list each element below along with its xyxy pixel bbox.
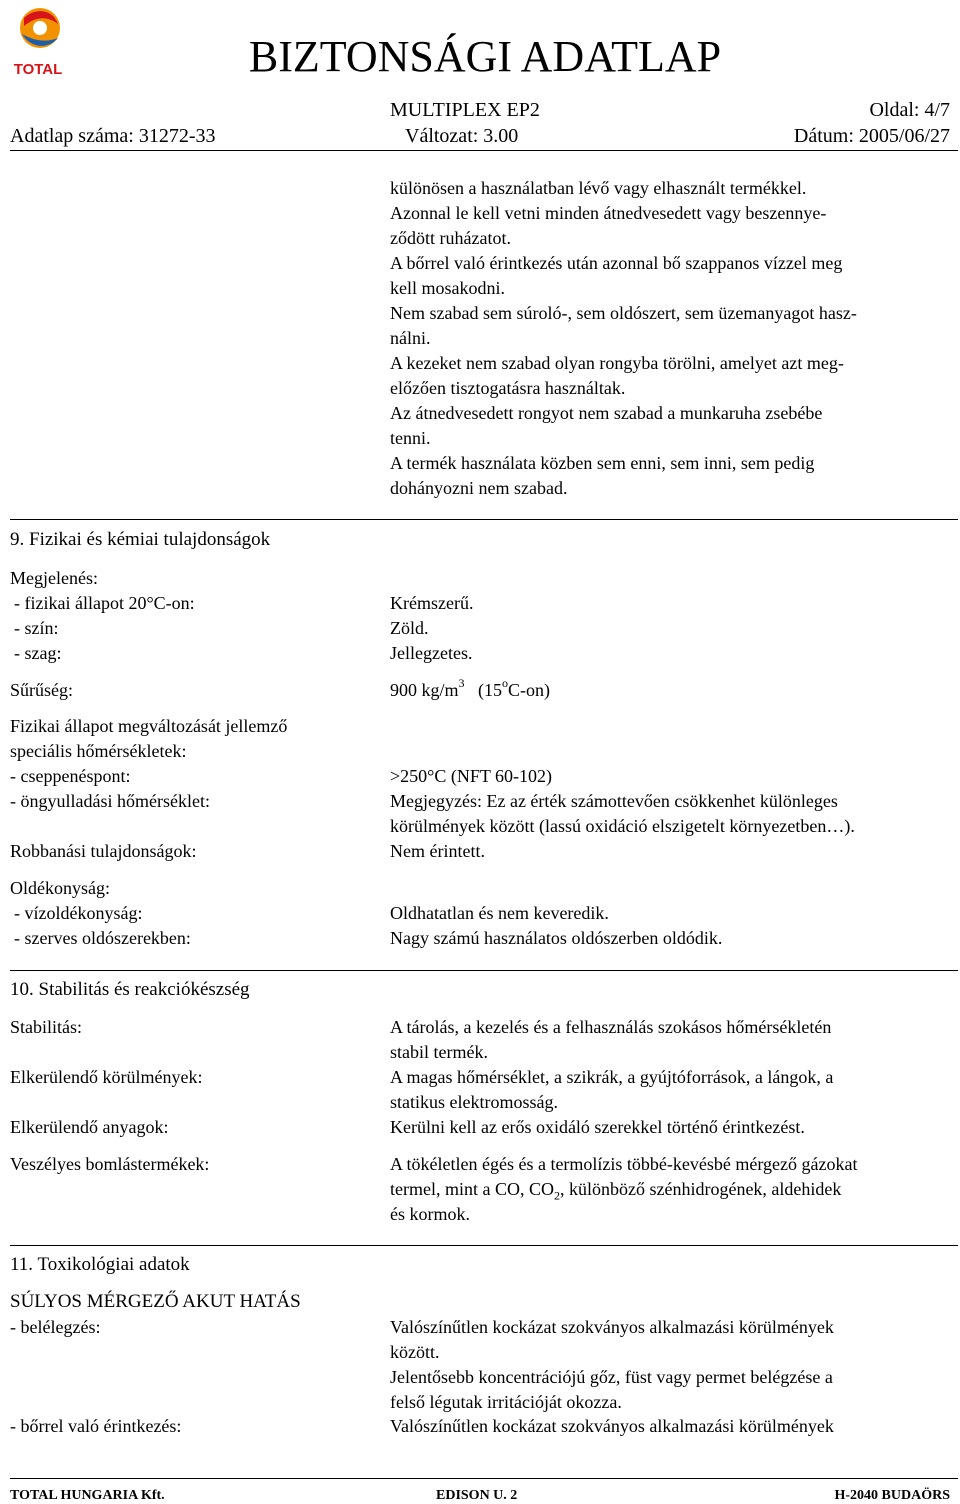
footer-divider xyxy=(10,1478,958,1479)
s8-line-3: ződött ruházatot. xyxy=(390,228,511,248)
footer-company: TOTAL HUNGARIA Kft. xyxy=(10,1488,165,1503)
s8-line-9: előzően tisztogatásra használtak. xyxy=(390,378,626,398)
water-solubility-label: - vízoldékonyság: xyxy=(14,903,143,923)
dropping-point-value: >250°C (NFT 60-102) xyxy=(390,766,553,786)
conditions-value-1: A magas hőmérséklet, a szikrák, a gyújtóforrások, a lángok, a xyxy=(390,1067,834,1087)
materials-label: Elkerülendő anyagok: xyxy=(10,1117,169,1137)
temps-label-1: Fizikai állapot megváltozását jellemző xyxy=(10,716,288,736)
date: Dátum: 2005/06/27 xyxy=(793,125,950,147)
s8-line-13: dohányozni nem szabad. xyxy=(390,478,568,498)
skin-contact-label: - bőrrel való érintkezés: xyxy=(10,1416,182,1436)
density-temp-a: (15 xyxy=(478,680,503,700)
conditions-label: Elkerülendő körülmények: xyxy=(10,1067,203,1087)
organic-solubility-label: - szerves oldószerekben: xyxy=(14,928,191,948)
sheet-number: Adatlap száma: 31272-33 xyxy=(10,125,216,147)
section-11-subheading: SÚLYOS MÉRGEZŐ AKUT HATÁS xyxy=(10,1291,301,1312)
density-label: Sűrűség: xyxy=(10,680,73,700)
s8-line-7: nálni. xyxy=(390,328,431,348)
density-amount: 900 kg/m xyxy=(390,680,459,700)
s8-line-11: tenni. xyxy=(390,428,431,448)
solubility-label: Oldékonyság: xyxy=(10,878,110,898)
s8-line-5: kell mosakodni. xyxy=(390,278,505,298)
footer-city: H-2040 BUDAÖRS xyxy=(834,1488,950,1503)
odor-label: - szag: xyxy=(14,643,62,663)
water-solubility-value: Oldhatatlan és nem keveredik. xyxy=(390,903,609,923)
header-divider xyxy=(10,150,958,151)
page-number: Oldal: 4/7 xyxy=(869,99,950,121)
explosive-label: Robbanási tulajdonságok: xyxy=(10,841,197,861)
skin-contact-value: Valószínűtlen kockázat szokványos alkalmazási körülmények xyxy=(390,1416,834,1436)
conditions-value-2: statikus elektromosság. xyxy=(390,1092,558,1112)
inhalation-value-2: között. xyxy=(390,1342,440,1362)
s8-line-8: A kezeket nem szabad olyan rongyba törölni, amelyet azt meg- xyxy=(390,353,844,373)
s8-line-4: A bőrrel való érintkezés után azonnal bő szappanos vízzel meg xyxy=(390,253,843,273)
section-11-divider xyxy=(10,1245,958,1246)
logo-text: TOTAL xyxy=(13,61,63,78)
section-10-heading: 10. Stabilitás és reakciókészség xyxy=(10,979,250,1000)
state-label: - fizikai állapot 20°C-on: xyxy=(14,593,195,613)
inhalation-value-4: felső légutak irritációját okozza. xyxy=(390,1392,622,1412)
s8-line-10: Az átnedvesedett rongyot nem szabad a munkaruha zsebébe xyxy=(390,403,823,423)
version: Változat: 3.00 xyxy=(405,125,519,147)
s8-line-12: A termék használata közben sem enni, sem inni, sem pedig xyxy=(390,453,815,473)
color-label: - szín: xyxy=(14,618,59,638)
autoignition-label: - öngyulladási hőmérséklet: xyxy=(10,791,210,811)
color-value: Zöld. xyxy=(390,618,429,638)
density-temp-b: C-on) xyxy=(508,680,551,700)
decomposition-value-3: és kormok. xyxy=(390,1204,470,1224)
temps-label-2: speciális hőmérsékletek: xyxy=(10,741,187,761)
density-degree-sup: o xyxy=(502,676,509,690)
document-title: BIZTONSÁGI ADATLAP xyxy=(248,32,722,81)
inhalation-label: - belélegzés: xyxy=(10,1317,101,1337)
inhalation-value-3: Jelentősebb koncentrációjú gőz, füst vagy permet belégzése a xyxy=(390,1367,833,1387)
state-value: Krémszerű. xyxy=(390,593,474,613)
product-name: MULTIPLEX EP2 xyxy=(390,99,540,121)
odor-value: Jellegzetes. xyxy=(390,643,473,663)
section-10-divider xyxy=(10,970,958,971)
stability-label: Stabilitás: xyxy=(10,1017,82,1037)
inhalation-value-1: Valószínűtlen kockázat szokványos alkalmazási körülmények xyxy=(390,1317,834,1337)
decomposition-text-b: , különböző szénhidrogének, aldehidek xyxy=(559,1179,842,1199)
section-11-heading: 11. Toxikológiai adatok xyxy=(10,1254,190,1275)
stability-value-2: stabil termék. xyxy=(390,1042,488,1062)
decomposition-label: Veszélyes bomlástermékek: xyxy=(10,1154,210,1174)
s8-line-1: különösen a használatban lévő vagy elhasznált termékkel. xyxy=(390,178,807,198)
decomposition-value-1: A tökéletlen égés és a termolízis többé-kevésbé mérgező gázokat xyxy=(390,1154,858,1174)
footer-street: EDISON U. 2 xyxy=(436,1488,518,1503)
dropping-point-label: - cseppenéspont: xyxy=(10,766,131,786)
autoignition-value-1: Megjegyzés: Ez az érték számottevően csökkenhet különleges xyxy=(390,791,838,811)
s8-line-2: Azonnal le kell vetni minden átnedvesedett vagy beszennye- xyxy=(390,203,827,223)
density-superscript: 3 xyxy=(458,676,465,690)
explosive-value: Nem érintett. xyxy=(390,841,485,861)
section-9-heading: 9. Fizikai és kémiai tulajdonságok xyxy=(10,529,271,550)
organic-solubility-value: Nagy számú használatos oldószerben oldódik. xyxy=(390,928,723,948)
decomposition-value-2 xyxy=(390,1177,951,1202)
s8-line-6: Nem szabad sem súroló-, sem oldószert, sem üzemanyagot hasz- xyxy=(390,303,857,323)
decomposition-text-a: termel, mint a CO, CO xyxy=(390,1179,554,1199)
autoignition-value-2: körülmények között (lassú oxidáció elszigetelt környezetben…). xyxy=(390,816,855,836)
materials-value: Kerülni kell az erős oxidáló szerekkel történő érintkezést. xyxy=(390,1117,805,1137)
co2-subscript: 2 xyxy=(553,1188,560,1203)
section-9-divider xyxy=(10,519,958,520)
density-value xyxy=(390,678,951,703)
stability-value-1: A tárolás, a kezelés és a felhasználás szokásos hőmérsékletén xyxy=(390,1017,832,1037)
appearance-label: Megjelenés: xyxy=(10,568,98,588)
